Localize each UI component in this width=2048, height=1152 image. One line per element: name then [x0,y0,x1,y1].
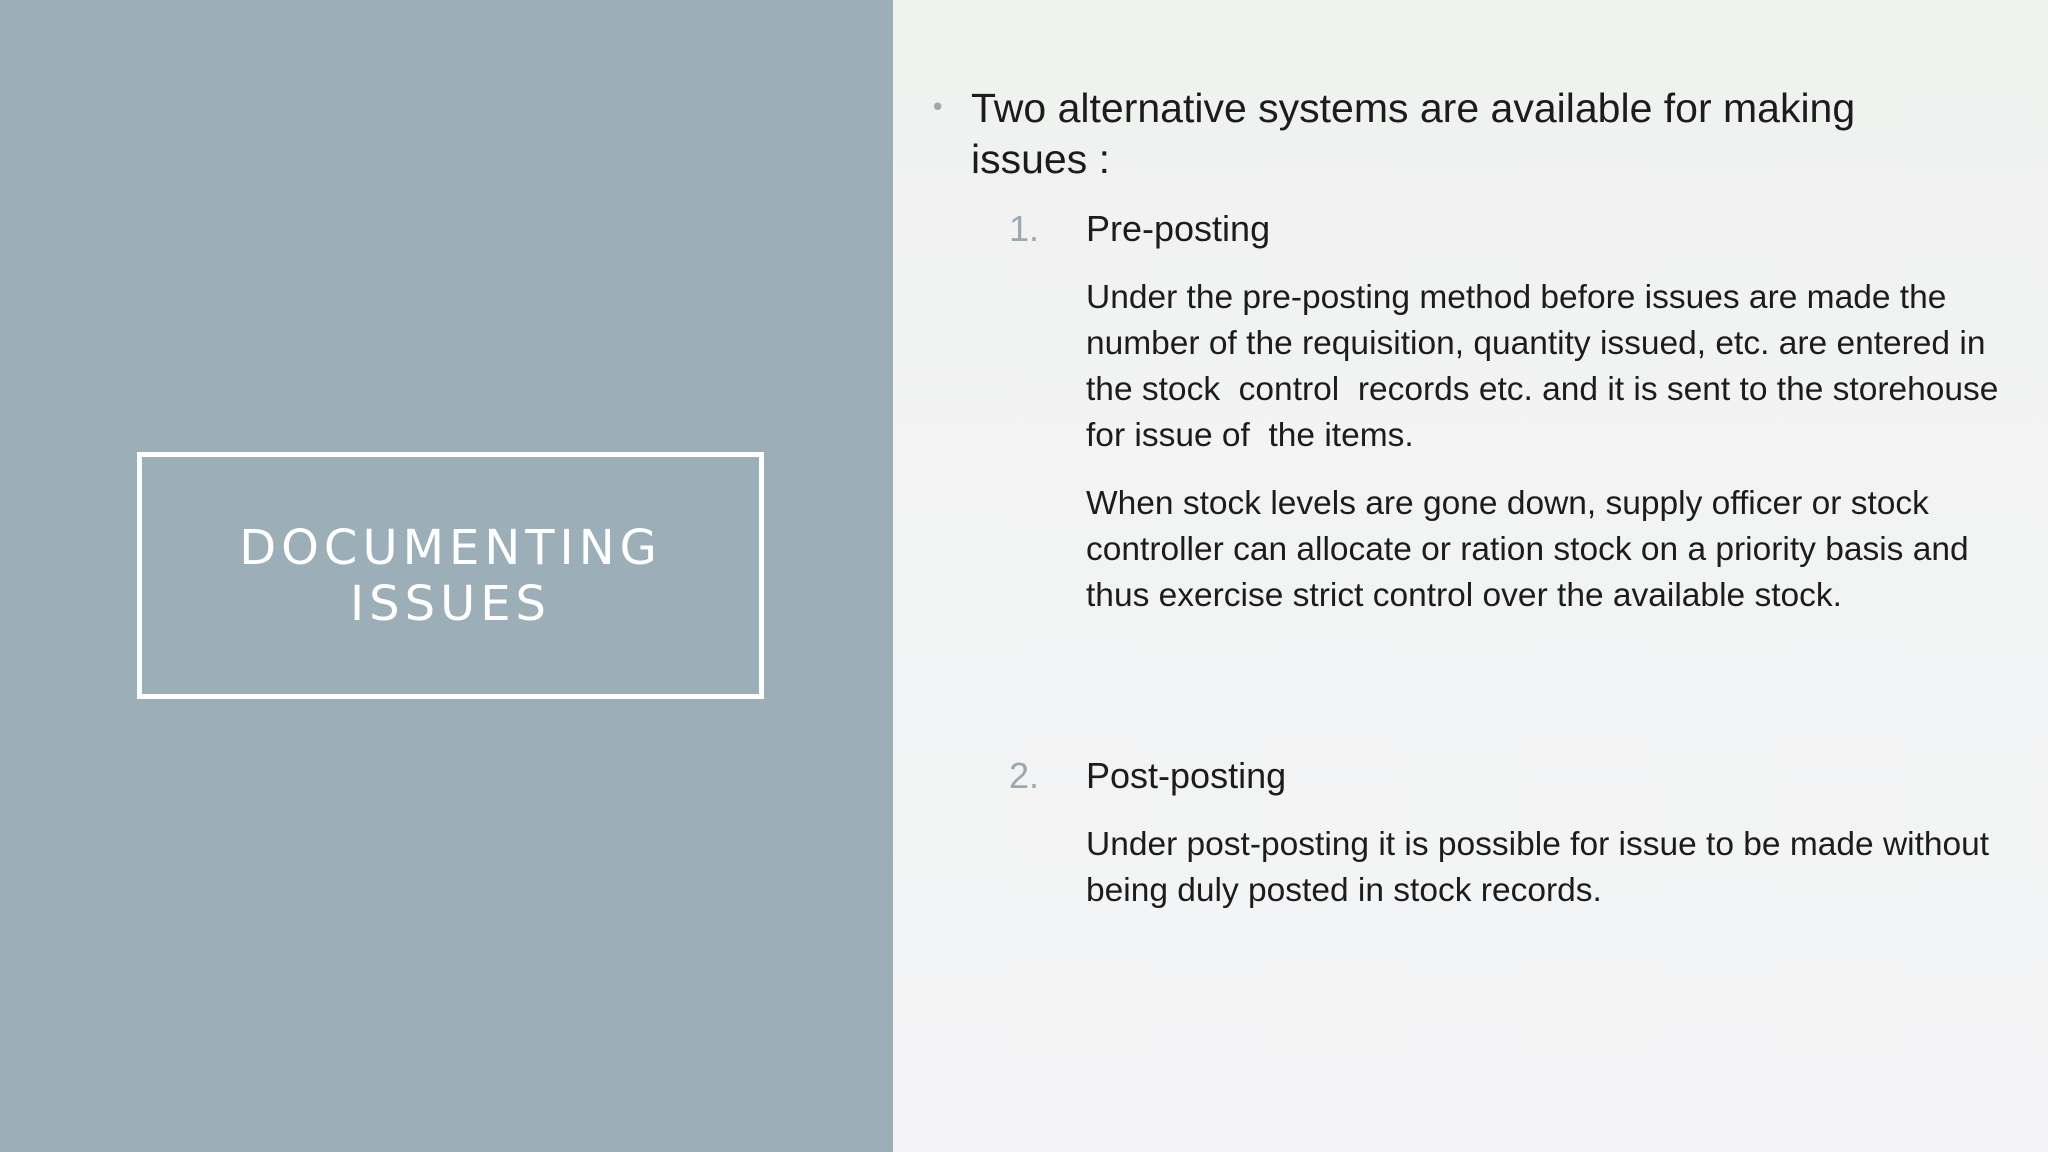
list-item-title-1: Pre-posting [1086,208,1271,249]
slide-content [893,0,2048,1152]
right-panel [893,0,2048,1152]
slide-title-line-2: ISSUES [349,575,552,632]
list-item-1-paragraph-2: When stock levels are gone down, supply officer or stock controller can allocate or ration stock on a priority basis and thus exercise strict control over the available stock. [1086,485,1978,614]
list-item-number-2: 2. [1009,755,1040,796]
list-item-title-2: Post-posting [1086,755,1287,796]
left-panel [0,0,893,1152]
list-item-number-1: 1. [1009,208,1040,249]
list-item-2-paragraph-1: Under post-posting it is possible for issue to be made without being duly posted in stock records. [1086,826,2008,909]
title-box [137,452,764,699]
intro-text: Two alternative systems are available for making issues : [971,85,1856,182]
bullet-dot-icon: • [930,93,946,123]
slide-title-line-1: DOCUMENTING [239,519,662,576]
list-item-1-paragraph-1: Under the pre-posting method before issues are made the number of the requisition, quantity issued, etc. are entered in the stock control records etc. and it is sent to the storehouse for issue of the items. [1086,279,2008,454]
